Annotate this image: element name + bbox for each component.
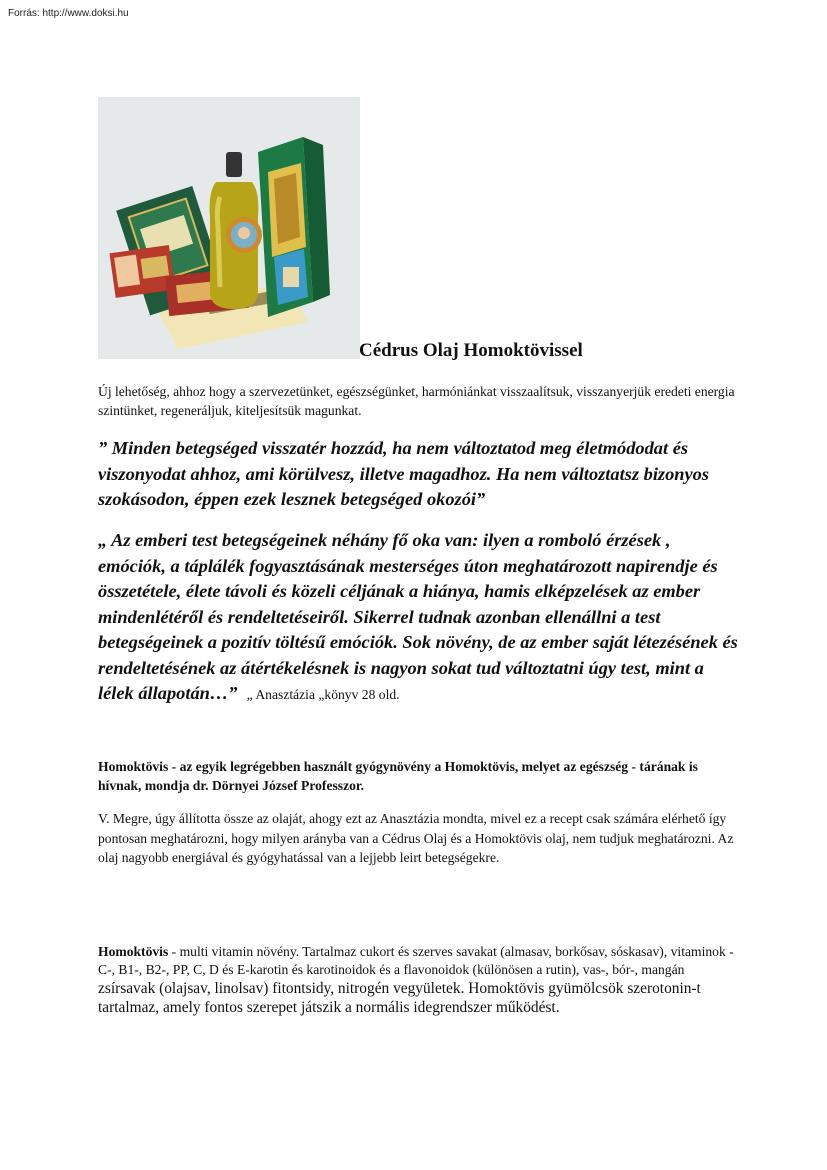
vitamin-paragraph [98,943,738,1017]
quote-2 [98,528,738,708]
product-photo [98,97,360,359]
vitamin-text: - multi vitamin növény. Tartalmaz cukort és szerves savakat (almasav, borkősav, sóskasav), vitaminok - C-, B1-, B2-, PP, C, D és E-karotin és karotinoidok és a flavonoidok (különösen a rutin), vas-, bór-, mangán [98,944,734,977]
page-title: Cédrus Olaj Homoktövissel [359,340,583,361]
vitamin-label: Homoktövis [98,944,169,959]
vitamin-tail: zsírsavak (olajsav, linolsav) fitontsidy, nitrogén vegyületek. Homoktövis gyümölcsök szerotonin-t tartalmaz, amely fontos szerepet játszik a normális idegrendszer működést. [98,980,701,1016]
quote-1: ” Minden betegséged visszatér hozzád, ha nem változtatod meg életmódodat és viszonyodat ahhoz, ami körülvesz, illetve magadhoz. Ha nem változtatsz bizonyos szokásodon, éppen ezek lesznek betegséged okozói” [98,438,710,509]
source-label: Forrás: http://www.doksi.hu [8,8,129,19]
homoktovis-heading-paragraph: Homoktövis - az egyik legrégebben használt gyógynövény a Homoktövis, melyet az egészség - tárának is hívnak, mondja dr. Dörnyei József Professzor. [98,759,698,793]
intro-paragraph: Új lehetőség, ahhoz hogy a szervezetünket, egészségünket, harmóniánkat visszaalítsuk, visszanyerjük eredeti energia szintünket, regeneráljuk, kiteljesítsük magunkat. [98,384,735,418]
quote-2-attribution: „ Anasztázia „könyv 28 old. [246,687,400,702]
megre-paragraph: V. Megre, úgy állította össze az olaját, ahogy ezt az Anasztázia mondta, mivel ez a recept csak számára elérhető így pontosan meghatározni, hogy milyen arányba van a Cédrus Olaj és a Homoktövis olaj, nem tudjuk meghatározni. Az olaj nagyobb energiával és gyógyhatással van a lejjebb leirt betegségekre. [98,811,734,865]
quote-2-text: „ Az emberi test betegségeinek néhány fő oka van: ilyen a romboló érzések , emóciók, a táplálék fogyasztásának mesterséges úton meghatározott napirendje és összetétele, élete távoli és közeli céljának a hiánya, hamis elképzelések az ember mindenlétéről és rendeltetéseiről. Sikerrel tudnak azonban ellenállni a test betegségeinek a pozitív töltésű emóciók. Sok növény, de az ember saját létezésének és rendeltetésének az átértékelésnek is nagyon sokat tud változtatni úgy test, mint a lélek állapotán…” [98,530,738,703]
